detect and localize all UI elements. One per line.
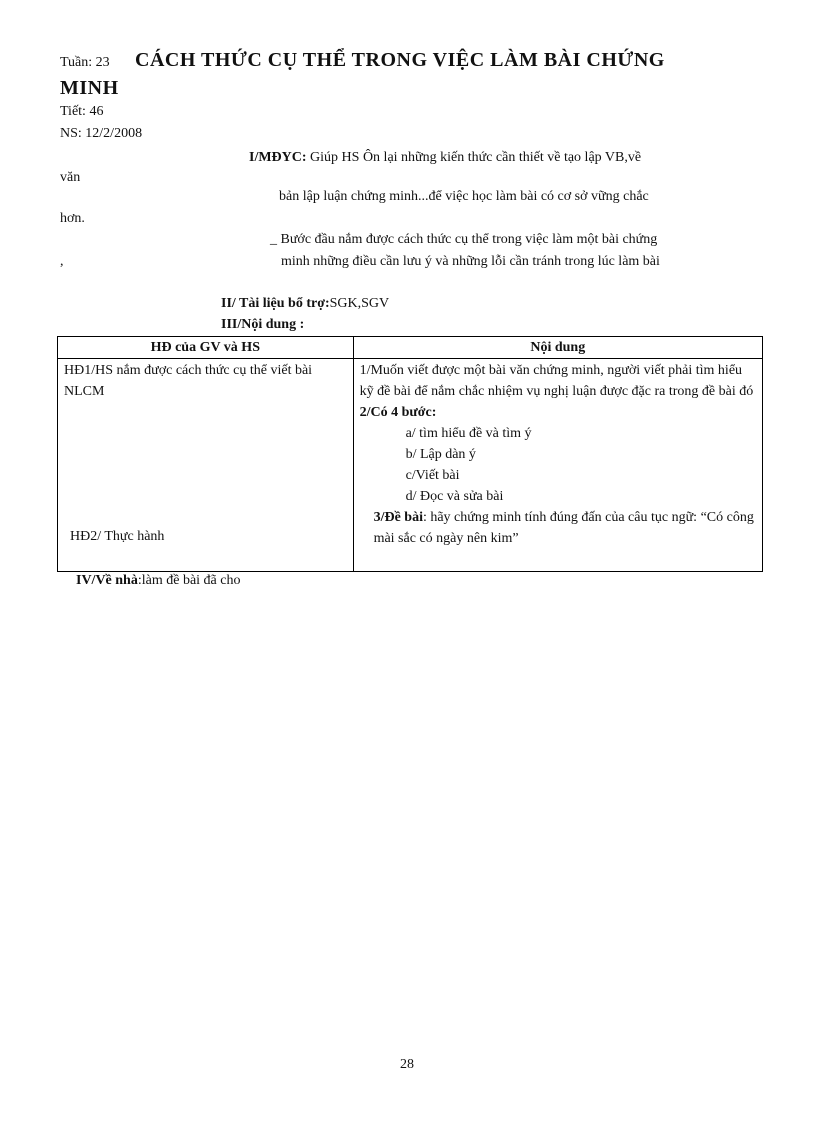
content-step-b: b/ Lập dàn ý: [405, 447, 476, 462]
page-title: CÁCH THỨC CỤ THỂ TRONG VIỆC LÀM BÀI CHỨNG: [135, 49, 665, 71]
activities-cell-inner: [64, 359, 347, 571]
objectives-wrap-1: văn: [60, 170, 81, 185]
activities-cell: [58, 359, 354, 572]
objectives-line-4: minh những điều cần lưu ý và những lỗi cần tránh trong lúc làm bài: [281, 254, 660, 269]
table-header-content: Nội dung: [353, 337, 762, 359]
lesson-label: Tiết: 46: [60, 104, 104, 119]
objectives-line-3-mark: ,: [60, 254, 64, 269]
content-cell-inner: [360, 359, 756, 571]
week-label: Tuần: 23: [60, 55, 110, 70]
objectives-line-1: [249, 150, 641, 166]
table-row: [58, 359, 763, 572]
content-point-3-text: : hãy chứng minh tính đúng đấn của câu tục ngữ: “Có công mài sắc có ngày nên kim”: [373, 510, 754, 546]
materials-value: SGK,SGV: [329, 296, 390, 311]
content-cell: [353, 359, 762, 572]
content-point-3-label: 3/Đề bài: [373, 510, 423, 525]
content-point-1: 1/Muốn viết được một bài văn chứng minh, người viết phải tìm hiểu kỹ đề bài để nắm chắc nhiệm vụ nghị luận được đặc ra trong đề bài đó: [359, 363, 754, 399]
table-header-row: [58, 337, 763, 359]
objectives-line-2: bản lập luận chứng minh...để việc học làm bài có cơ sở vững chắc: [279, 189, 649, 204]
content-step-d: d/ Đọc và sửa bài: [405, 489, 504, 504]
materials-line: [221, 296, 389, 312]
homework-line: [76, 573, 241, 589]
objectives-label: I/MĐYC:: [249, 150, 307, 165]
content-point-3: [360, 507, 756, 549]
content-heading: III/Nội dung :: [221, 317, 305, 332]
homework-label: IV/Về nhà: [76, 573, 138, 588]
objectives-wrap-2: hơn.: [60, 211, 85, 226]
objectives-line-3: _ Bước đầu nắm được cách thức cụ thể trong việc làm một bài chứng: [270, 232, 658, 247]
date-label: NS: 12/2/2008: [60, 126, 143, 141]
page-number: 28: [400, 1057, 414, 1072]
page-title-continued: MINH: [60, 77, 119, 99]
content-table: [57, 336, 763, 572]
activity-hd1: HĐ1/HS nắm được cách thức cụ thể viết bài NLCM: [64, 363, 313, 399]
content-step-c: c/Viết bài: [405, 468, 460, 483]
table-header-activities: HĐ của GV và HS: [58, 337, 354, 359]
content-point-2-label: 2/Có 4 bước:: [359, 405, 437, 420]
homework-value: :làm đề bài đã cho: [137, 573, 241, 588]
objectives-text-1: Giúp HS Ôn lại những kiến thức cần thiết về tạo lập VB,về: [310, 150, 642, 165]
content-step-a: a/ tìm hiểu đề và tìm ý: [405, 426, 532, 441]
activity-hd2: HĐ2/ Thực hành: [70, 529, 165, 544]
materials-label: II/ Tài liệu bổ trợ:: [221, 296, 330, 311]
